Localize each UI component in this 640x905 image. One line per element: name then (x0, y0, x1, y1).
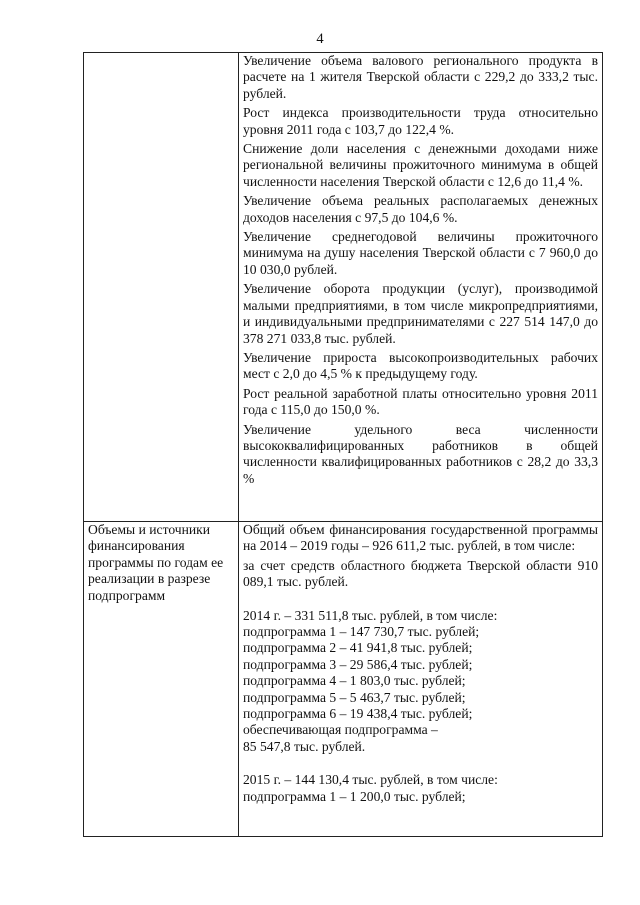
financing-source: за счет средств областного бюджета Тверской области 910 089,1 тыс. рублей. (243, 557, 598, 590)
spacer (243, 755, 598, 772)
expected-results-cell (239, 53, 603, 522)
table-row (84, 522, 603, 837)
result-item: Увеличение объема реальных располагаемых денежных доходов населения с 97,5 до 104,6 %. (243, 193, 598, 225)
subprogram-line: подпрограмма 5 – 5 463,7 тыс. рублей; (243, 689, 466, 705)
result-item: Увеличение прироста высокопроизводительных рабочих мест с 2,0 до 4,5 % к предыдущему году. (243, 349, 598, 382)
subprogram-line: подпрограмма 2 – 41 941,8 тыс. рублей; (243, 640, 473, 656)
subprogram-line: подпрограмма 6 – 19 438,4 тыс. рублей; (243, 706, 473, 722)
result-item: Увеличение объема валового регионального продукта в расчете на 1 жителя Тверской области с 229,2 до 333,2 тыс. рублей. (243, 53, 598, 101)
year-2014-total: 2014 г. – 331 511,8 тыс. рублей, в том числе: (243, 607, 498, 623)
result-item: Рост реальной заработной платы относительно уровня 2011 года с 115,0 до 150,0 %. (243, 385, 598, 418)
program-passport-table (83, 52, 603, 837)
result-item: Увеличение среднегодовой величины прожиточного минимума на душу населения Тверской области с 7 960,0 до 10 030,0 рублей. (243, 229, 598, 277)
subprogram-line: подпрограмма 1 – 147 730,7 тыс. рублей; (243, 624, 480, 640)
row-label-empty (84, 53, 239, 522)
subprogram-line: подпрограмма 1 – 1 200,0 тыс. рублей; (243, 788, 466, 804)
subprogram-line: подпрограмма 3 – 29 586,4 тыс. рублей; (243, 656, 473, 672)
subprogram-line: подпрограмма 4 – 1 803,0 тыс. рублей; (243, 673, 466, 689)
year-2015-total: 2015 г. – 144 130,4 тыс. рублей, в том числе: (243, 772, 498, 788)
subprogram-line: обеспечивающая подпрограмма – (243, 722, 438, 738)
page-number: 4 (316, 31, 324, 47)
financing-label: Объемы и источники финансирования программы по годам ее реализации в разрезе подпрограмм (84, 522, 239, 837)
result-item: Увеличение оборота продукции (услуг), производимой малыми предприятиями, в том числе микропредприятиями, и индивидуальными предпринимателями с 227 514 147,0 до 378 271 033,8 тыс. рублей. (243, 281, 598, 346)
subprogram-line: 85 547,8 тыс. рублей. (243, 738, 366, 754)
result-item: Снижение доли населения с денежными доходами ниже региональной величины прожиточного минимума в общей численности населения Тверской области с 12,6 до 11,4 %. (243, 141, 598, 189)
table-row (84, 53, 603, 522)
financing-intro: Общий объем финансирования государственной программы на 2014 – 2019 годы – 926 611,2 тыс. рублей, в том числе: (243, 522, 598, 554)
spacer (243, 591, 598, 608)
financing-cell (239, 522, 603, 837)
result-item: Рост индекса производительности труда относительно уровня 2011 года с 103,7 до 122,4 %. (243, 105, 598, 137)
result-item: Увеличение удельного веса численности высококвалифицированных работников в общей численности квалифицированных работников с 28,2 до 33,3 % (243, 421, 598, 486)
